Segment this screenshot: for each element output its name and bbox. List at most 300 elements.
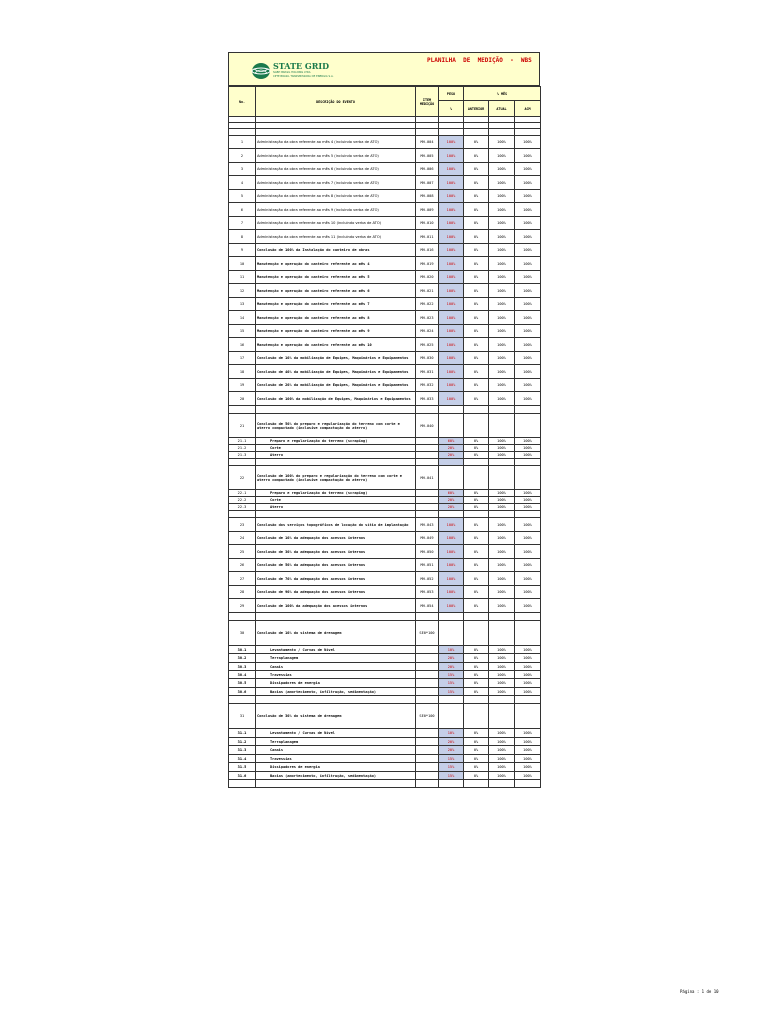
row-peso: 15% <box>439 755 464 763</box>
row-description: Aterro <box>256 452 416 459</box>
row-description: Conclusão de 100% do preparo e regularização do terreno com corte e aterro compactado (inclusive compactação do aterro) <box>256 466 416 490</box>
row-acm: 100% <box>515 379 541 392</box>
row-description: Conclusão de 50% do preparo e regularização do terreno com corte e aterro compactado (inclusive compactação do aterro) <box>256 414 416 438</box>
row-atual: 100% <box>489 545 515 559</box>
row-peso: 20% <box>439 663 464 671</box>
table-row <box>229 230 541 244</box>
row-description: Administração da obra referente ao mês 6 (incluindo verba de ATO) <box>256 163 416 176</box>
row-acm: 100% <box>515 338 541 352</box>
row-atual <box>489 511 515 518</box>
row-peso <box>439 466 464 490</box>
row-item-code <box>416 654 439 663</box>
row-number: 13 <box>229 298 256 311</box>
row-anterior: 0% <box>464 746 489 755</box>
row-atual: 100% <box>489 244 515 257</box>
row-anterior: 0% <box>464 518 489 532</box>
row-item-code: MH-024 <box>416 325 439 338</box>
col-header-item: ITEM MEDIÇÃO <box>416 87 439 117</box>
row-number: 11 <box>229 271 256 284</box>
row-anterior: 0% <box>464 729 489 738</box>
row-acm: 100% <box>515 325 541 338</box>
row-description <box>256 406 416 414</box>
row-item-code: MH-022 <box>416 298 439 311</box>
row-description: Dissipadores de energia <box>256 679 416 688</box>
table-row <box>229 511 541 518</box>
row-item-code: SE0*100 <box>416 704 439 729</box>
row-item-code: MH-005 <box>416 149 439 163</box>
table-row <box>229 504 541 511</box>
table-row <box>229 780 541 788</box>
row-acm: 100% <box>515 663 541 671</box>
row-peso: 100% <box>439 325 464 338</box>
table-row <box>229 755 541 763</box>
table-row <box>229 284 541 298</box>
row-peso <box>439 414 464 438</box>
row-atual: 100% <box>489 755 515 763</box>
row-item-code: MH-010 <box>416 217 439 230</box>
row-acm: 100% <box>515 729 541 738</box>
row-item-code: MH-049 <box>416 532 439 545</box>
row-item-code: SE0*100 <box>416 621 439 646</box>
row-atual <box>489 613 515 621</box>
row-number: 22.2 <box>229 497 256 504</box>
row-description <box>256 459 416 466</box>
col-header-mes: % MÊS <box>464 87 541 101</box>
row-peso: 100% <box>439 338 464 352</box>
row-acm: 100% <box>515 545 541 559</box>
row-anterior <box>464 511 489 518</box>
row-atual: 100% <box>489 438 515 445</box>
row-item-code: MH-004 <box>416 136 439 149</box>
row-peso: 100% <box>439 559 464 572</box>
row-atual <box>489 621 515 646</box>
table-row <box>229 176 541 190</box>
row-item-code <box>416 738 439 746</box>
row-peso: 100% <box>439 217 464 230</box>
row-peso: 20% <box>439 654 464 663</box>
row-anterior: 0% <box>464 599 489 613</box>
row-acm: 100% <box>515 445 541 452</box>
row-acm <box>515 696 541 704</box>
row-anterior: 0% <box>464 298 489 311</box>
row-number: 31.6 <box>229 772 256 780</box>
row-atual: 100% <box>489 271 515 284</box>
row-number: 1 <box>229 136 256 149</box>
row-peso: 100% <box>439 532 464 545</box>
row-acm: 100% <box>515 671 541 679</box>
table-row <box>229 599 541 613</box>
row-description: Conclusão de 10% da mobilização de Equipes, Maquinários e Equipamentos <box>256 352 416 365</box>
row-atual: 100% <box>489 746 515 755</box>
row-anterior <box>464 466 489 490</box>
table-row <box>229 688 541 696</box>
row-item-code <box>416 780 439 788</box>
row-acm: 100% <box>515 497 541 504</box>
row-number: 30.3 <box>229 663 256 671</box>
row-item-code <box>416 129 439 136</box>
row-atual: 100% <box>489 599 515 613</box>
row-item-code: MH-033 <box>416 392 439 406</box>
row-acm: 100% <box>515 284 541 298</box>
table-row <box>229 203 541 217</box>
row-anterior <box>464 459 489 466</box>
row-description: Administração da obra referente ao mês 4 (incluindo verba de ATO) <box>256 136 416 149</box>
row-item-code <box>416 511 439 518</box>
row-atual: 100% <box>489 504 515 511</box>
row-number: 30.1 <box>229 646 256 654</box>
row-acm: 100% <box>515 257 541 271</box>
row-description: Conclusão de 100% da Instalação do canteiro de obras <box>256 244 416 257</box>
row-item-code <box>416 497 439 504</box>
table-row <box>229 190 541 203</box>
row-number: 15 <box>229 325 256 338</box>
row-description <box>256 511 416 518</box>
row-peso: 15% <box>439 772 464 780</box>
row-item-code: MH-043 <box>416 518 439 532</box>
row-peso: 100% <box>439 190 464 203</box>
row-peso: 60% <box>439 438 464 445</box>
row-number: 4 <box>229 176 256 190</box>
row-peso: 100% <box>439 136 464 149</box>
row-acm: 100% <box>515 504 541 511</box>
row-atual: 100% <box>489 284 515 298</box>
row-description: Administração da obra referente ao mês 9 (incluindo verba de ATO) <box>256 203 416 217</box>
row-item-code <box>416 490 439 497</box>
table-row <box>229 572 541 586</box>
row-acm: 100% <box>515 352 541 365</box>
row-anterior: 0% <box>464 352 489 365</box>
row-number: 22.1 <box>229 490 256 497</box>
row-item-code: MH-016 <box>416 244 439 257</box>
row-description: Manutenção e operação do canteiro referente ao mês 9 <box>256 325 416 338</box>
row-anterior: 0% <box>464 311 489 325</box>
table-row <box>229 746 541 755</box>
row-acm: 100% <box>515 738 541 746</box>
row-atual: 100% <box>489 338 515 352</box>
row-acm: 100% <box>515 518 541 532</box>
row-atual <box>489 466 515 490</box>
table-row <box>229 772 541 780</box>
row-peso: 15% <box>439 679 464 688</box>
table-row <box>229 438 541 445</box>
row-number: 31.3 <box>229 746 256 755</box>
row-number: 30.6 <box>229 688 256 696</box>
row-acm: 100% <box>515 763 541 772</box>
row-acm: 100% <box>515 392 541 406</box>
row-atual: 100% <box>489 772 515 780</box>
row-anterior: 0% <box>464 452 489 459</box>
row-anterior: 0% <box>464 284 489 298</box>
row-peso: 100% <box>439 379 464 392</box>
row-acm: 100% <box>515 746 541 755</box>
row-item-code <box>416 646 439 654</box>
col-header-peso-unit: % <box>439 101 464 117</box>
row-anterior: 0% <box>464 772 489 780</box>
row-anterior: 0% <box>464 217 489 230</box>
row-atual: 100% <box>489 445 515 452</box>
row-atual: 100% <box>489 230 515 244</box>
row-number: 31.1 <box>229 729 256 738</box>
row-anterior: 0% <box>464 244 489 257</box>
table-row <box>229 445 541 452</box>
row-anterior: 0% <box>464 190 489 203</box>
row-description: Conclusão de 30% da adequação dos acessos internos <box>256 545 416 559</box>
row-atual: 100% <box>489 149 515 163</box>
row-peso: 20% <box>439 504 464 511</box>
row-item-code <box>416 663 439 671</box>
row-atual <box>489 459 515 466</box>
row-atual: 100% <box>489 352 515 365</box>
row-anterior: 0% <box>464 325 489 338</box>
row-anterior: 0% <box>464 663 489 671</box>
col-header-desc: DESCRIÇÃO DO EVENTO <box>256 87 416 117</box>
row-anterior: 0% <box>464 497 489 504</box>
row-number <box>229 780 256 788</box>
row-number <box>229 129 256 136</box>
table-row <box>229 459 541 466</box>
row-peso: 20% <box>439 452 464 459</box>
row-anterior: 0% <box>464 365 489 379</box>
row-item-code: MH-019 <box>416 257 439 271</box>
row-anterior: 0% <box>464 230 489 244</box>
table-row <box>229 621 541 646</box>
table-row <box>229 325 541 338</box>
row-peso: 100% <box>439 257 464 271</box>
row-number: 30.5 <box>229 679 256 688</box>
row-number: 21.1 <box>229 438 256 445</box>
row-number: 31.5 <box>229 763 256 772</box>
row-number <box>229 459 256 466</box>
row-description <box>256 696 416 704</box>
row-number: 6 <box>229 203 256 217</box>
row-description <box>256 780 416 788</box>
table-row <box>229 244 541 257</box>
row-atual <box>489 129 515 136</box>
row-description: Preparo e regularização do terreno (scraping) <box>256 438 416 445</box>
row-peso: 100% <box>439 176 464 190</box>
row-number: 17 <box>229 352 256 365</box>
row-acm <box>515 406 541 414</box>
row-description <box>256 613 416 621</box>
row-number: 20 <box>229 392 256 406</box>
row-description: Administração da obra referente ao mês 7 (incluindo verba de ATO) <box>256 176 416 190</box>
row-description: Dissipadores de energia <box>256 763 416 772</box>
row-item-code <box>416 671 439 679</box>
logo-subline: CPTE BRASIL TRANSMISSORA DE ENERGIA S.A. <box>273 75 334 78</box>
row-peso: 20% <box>439 746 464 755</box>
row-description: Administração da obra referente ao mês 10 (incluindo verba de ATO) <box>256 217 416 230</box>
row-number: 16 <box>229 338 256 352</box>
row-item-code <box>416 772 439 780</box>
col-header-peso: PESO <box>439 87 464 101</box>
row-description: Conclusão de 100% da adequação dos acessos internos <box>256 599 416 613</box>
row-item-code: MH-054 <box>416 599 439 613</box>
row-number: 26 <box>229 559 256 572</box>
row-acm <box>515 466 541 490</box>
row-description: Preparo e regularização do terreno (scraping) <box>256 490 416 497</box>
row-number: 21.2 <box>229 445 256 452</box>
row-description: Conclusão de 10% do sistema de drenagem <box>256 621 416 646</box>
table-row <box>229 414 541 438</box>
row-number: 5 <box>229 190 256 203</box>
row-description: Conclusão de 10% da adequação dos acessos internos <box>256 532 416 545</box>
row-number <box>229 511 256 518</box>
row-atual: 100% <box>489 203 515 217</box>
row-number <box>229 406 256 414</box>
row-description: Levantamento / Curvas de Nível <box>256 646 416 654</box>
row-item-code <box>416 445 439 452</box>
row-anterior: 0% <box>464 379 489 392</box>
row-number: 27 <box>229 572 256 586</box>
row-acm: 100% <box>515 586 541 599</box>
table-row <box>229 497 541 504</box>
row-atual: 100% <box>489 176 515 190</box>
row-item-code <box>416 729 439 738</box>
table-row <box>229 271 541 284</box>
row-description: Travessias <box>256 671 416 679</box>
row-item-code <box>416 688 439 696</box>
row-peso: 60% <box>439 490 464 497</box>
row-number: 31 <box>229 704 256 729</box>
row-anterior: 0% <box>464 176 489 190</box>
row-item-code: MH-011 <box>416 230 439 244</box>
row-description: Administração da obra referente ao mês 5 (incluindo verba de ATO) <box>256 149 416 163</box>
row-item-code: MH-007 <box>416 176 439 190</box>
row-anterior: 0% <box>464 738 489 746</box>
row-item-code <box>416 679 439 688</box>
row-description: Aterro <box>256 504 416 511</box>
row-anterior: 0% <box>464 392 489 406</box>
row-item-code <box>416 755 439 763</box>
col-header-acm: ACM <box>515 101 541 117</box>
row-peso <box>439 511 464 518</box>
row-atual: 100% <box>489 379 515 392</box>
row-anterior <box>464 613 489 621</box>
row-peso <box>439 406 464 414</box>
row-description: Conclusão de 20% da mobilização de Equipes, Maquinários e Equipamentos <box>256 379 416 392</box>
row-acm: 100% <box>515 271 541 284</box>
row-description: Administração da obra referente ao mês 11 (incluindo verba de ATO) <box>256 230 416 244</box>
row-acm: 100% <box>515 679 541 688</box>
row-number: 10 <box>229 257 256 271</box>
row-peso: 100% <box>439 518 464 532</box>
page-footer: Página : 1 de 10 <box>680 989 719 994</box>
row-item-code: MH-008 <box>416 190 439 203</box>
row-peso: 15% <box>439 763 464 772</box>
table-row <box>229 559 541 572</box>
row-item-code: MH-040 <box>416 414 439 438</box>
row-number: 31.4 <box>229 755 256 763</box>
row-acm: 100% <box>515 599 541 613</box>
col-header-atual: ATUAL <box>489 101 515 117</box>
row-acm <box>515 129 541 136</box>
row-description <box>256 129 416 136</box>
row-anterior: 0% <box>464 445 489 452</box>
row-anterior <box>464 704 489 729</box>
row-anterior: 0% <box>464 257 489 271</box>
row-peso: 100% <box>439 298 464 311</box>
row-number: 21.3 <box>229 452 256 459</box>
row-acm: 100% <box>515 438 541 445</box>
row-description: Terraplanagem <box>256 738 416 746</box>
row-description: Manutenção e operação do canteiro referente ao mês 7 <box>256 298 416 311</box>
row-atual: 100% <box>489 163 515 176</box>
row-description: Manutenção e operação do canteiro referente ao mês 6 <box>256 284 416 298</box>
row-anterior: 0% <box>464 163 489 176</box>
row-description: Bacias (amortecimento, infiltração, sedimentação) <box>256 688 416 696</box>
row-item-code <box>416 504 439 511</box>
row-peso: 100% <box>439 271 464 284</box>
row-anterior: 0% <box>464 671 489 679</box>
row-number: 30 <box>229 621 256 646</box>
row-item-code <box>416 613 439 621</box>
row-number: 2 <box>229 149 256 163</box>
row-atual: 100% <box>489 190 515 203</box>
row-peso <box>439 129 464 136</box>
row-item-code: MH-030 <box>416 352 439 365</box>
row-description: Conclusão de 30% do sistema de drenagem <box>256 704 416 729</box>
row-number <box>229 613 256 621</box>
row-peso: 100% <box>439 311 464 325</box>
row-item-code <box>416 438 439 445</box>
row-anterior <box>464 696 489 704</box>
row-number: 31.2 <box>229 738 256 746</box>
row-description: Manutenção e operação do canteiro referente ao mês 4 <box>256 257 416 271</box>
row-anterior <box>464 621 489 646</box>
row-number: 22.3 <box>229 504 256 511</box>
row-number: 19 <box>229 379 256 392</box>
row-acm: 100% <box>515 646 541 654</box>
table-row <box>229 532 541 545</box>
row-item-code <box>416 406 439 414</box>
row-atual: 100% <box>489 311 515 325</box>
row-acm: 100% <box>515 772 541 780</box>
table-row <box>229 136 541 149</box>
row-description: Conclusão dos serviços topográficos de locação do sítio de implantação <box>256 518 416 532</box>
row-item-code <box>416 696 439 704</box>
table-row <box>229 452 541 459</box>
table-row <box>229 646 541 654</box>
row-number <box>229 696 256 704</box>
row-atual: 100% <box>489 452 515 459</box>
row-peso: 100% <box>439 586 464 599</box>
table-row <box>229 679 541 688</box>
row-acm <box>515 613 541 621</box>
row-acm: 100% <box>515 365 541 379</box>
table-row <box>229 654 541 663</box>
row-acm <box>515 511 541 518</box>
row-anterior: 0% <box>464 338 489 352</box>
row-number: 23 <box>229 518 256 532</box>
row-description: Corte <box>256 445 416 452</box>
row-atual: 100% <box>489 654 515 663</box>
row-atual: 100% <box>489 392 515 406</box>
row-atual: 100% <box>489 646 515 654</box>
row-number: 21 <box>229 414 256 438</box>
row-number: 14 <box>229 311 256 325</box>
table-row <box>229 763 541 772</box>
row-peso <box>439 621 464 646</box>
table-row <box>229 365 541 379</box>
row-anterior: 0% <box>464 646 489 654</box>
row-description: Conclusão de 90% da adequação dos acessos internos <box>256 586 416 599</box>
row-description: Conclusão de 100% da mobilização de Equipes, Maquinários e Equipamentos <box>256 392 416 406</box>
row-atual <box>489 406 515 414</box>
table-row <box>229 217 541 230</box>
row-acm <box>515 704 541 729</box>
row-acm: 100% <box>515 452 541 459</box>
row-description: Travessias <box>256 755 416 763</box>
